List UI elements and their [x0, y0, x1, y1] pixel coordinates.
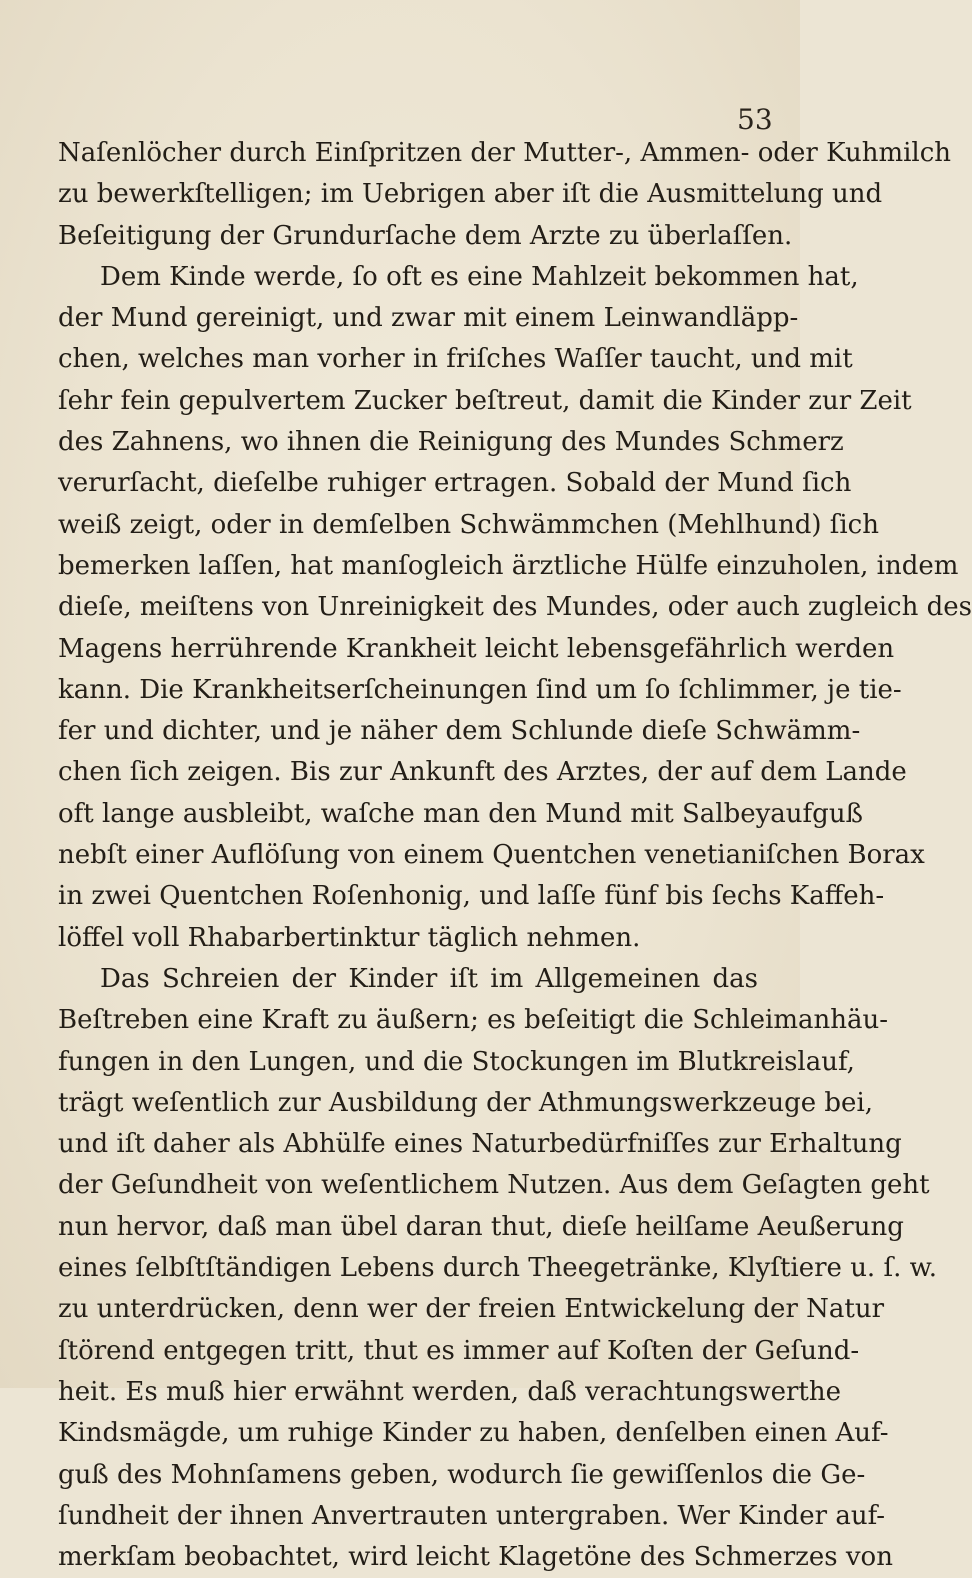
text-line: nebſt einer Auflöſung von einem Quentchen venetianiſchen Borax [58, 840, 925, 871]
text-line: eines ſelbſtſtändigen Lebens durch Theegetränke, Klyſtiere u. ſ. w. [58, 1253, 938, 1284]
text-line: verurſacht, dieſelbe ruhiger ertragen. Sobald der Mund ſich [58, 468, 852, 499]
text-line: fungen in den Lungen, und die Stockungen im Blutkreislauf, [58, 1046, 855, 1077]
text-line: Magens herrührende Krankheit leicht lebensgefährlich werden [58, 633, 895, 664]
text-line: zu unterdrücken, denn wer der freien Entwickelung der Natur [58, 1294, 885, 1325]
text-line: oft lange ausbleibt, waſche man den Mund mit Salbeyaufguß [58, 798, 863, 829]
text-line: und iſt daher als Abhülfe eines Naturbedürfniſſes zur Erhaltung [58, 1129, 902, 1160]
text-line: Das Schreien der Kinder iſt im Allgemeinen das [100, 963, 758, 994]
body-text [58, 133, 972, 1578]
text-line: merkſam beobachtet, wird leicht Klagetöne des Schmerzes von [58, 1542, 893, 1573]
text-line: chen ſich zeigen. Bis zur Ankunft des Arztes, der auf dem Lande [58, 757, 907, 788]
text-line: Beſtreben eine Kraft zu äußern; es beſeitigt die Schleimanhäu- [58, 1005, 889, 1036]
text-line: ſundheit der ihnen Anvertrauten untergraben. Wer Kinder auf- [58, 1500, 886, 1531]
text-line: Dem Kinde werde, ſo oft es eine Mahlzeit bekommen hat, [100, 261, 859, 292]
text-line: ſehr fein gepulvertem Zucker beſtreut, damit die Kinder zur Zeit [58, 385, 912, 416]
text-line: Beſeitigung der Grundurſache dem Arzte zu überlaſſen. [58, 220, 793, 251]
text-line: heit. Es muß hier erwähnt werden, daß verachtungswerthe [58, 1376, 841, 1407]
text-line: chen, welches man vorher in friſches Waſſer taucht, und mit [58, 344, 853, 375]
text-line: kann. Die Krankheitserſcheinungen ſind um ſo ſchlimmer, je tie- [58, 674, 902, 705]
text-line: der Geſundheit von weſentlichem Nutzen. Aus dem Geſagten geht [58, 1170, 930, 1201]
text-line: weiß zeigt, oder in demſelben Schwämmchen (Mehlhund) ſich [58, 509, 879, 540]
text-line: in zwei Quentchen Roſenhonig, und laſſe fünf bis ſechs Kaffeh- [58, 881, 885, 912]
text-line: guß des Mohnſamens geben, wodurch ſie gewiſſenlos die Ge- [58, 1459, 866, 1490]
text-line: fer und dichter, und je näher dem Schlunde dieſe Schwämm- [58, 716, 861, 747]
text-line: dieſe, meiſtens von Unreinigkeit des Mundes, oder auch zugleich des [58, 592, 972, 623]
text-line: der Mund gereinigt, und zwar mit einem Leinwandläpp- [58, 303, 799, 334]
text-line: bemerken laſſen, hat manſogleich ärztliche Hülfe einzuholen, indem [58, 550, 959, 581]
text-line: ſtörend entgegen tritt, thut es immer auf Koſten der Geſund- [58, 1335, 860, 1366]
text-line: des Zahnens, wo ihnen die Reinigung des Mundes Schmerz [58, 427, 844, 458]
text-line: nun hervor, daß man übel daran thut, dieſe heilſame Aeußerung [58, 1211, 904, 1242]
page-number: 53 [737, 103, 773, 136]
text-line: Kindsmägde, um ruhige Kinder zu haben, denſelben einen Auf- [58, 1418, 889, 1449]
text-line: zu bewerkſtelligen; im Uebrigen aber iſt die Ausmittelung und [58, 179, 883, 210]
text-line: löffel voll Rhabarbertinktur täglich nehmen. [58, 922, 641, 953]
text-line: trägt weſentlich zur Ausbildung der Athmungswerkzeuge bei, [58, 1087, 874, 1118]
text-line: Naſenlöcher durch Einſpritzen der Mutter-, Ammen- oder Kuhmilch [58, 138, 952, 168]
